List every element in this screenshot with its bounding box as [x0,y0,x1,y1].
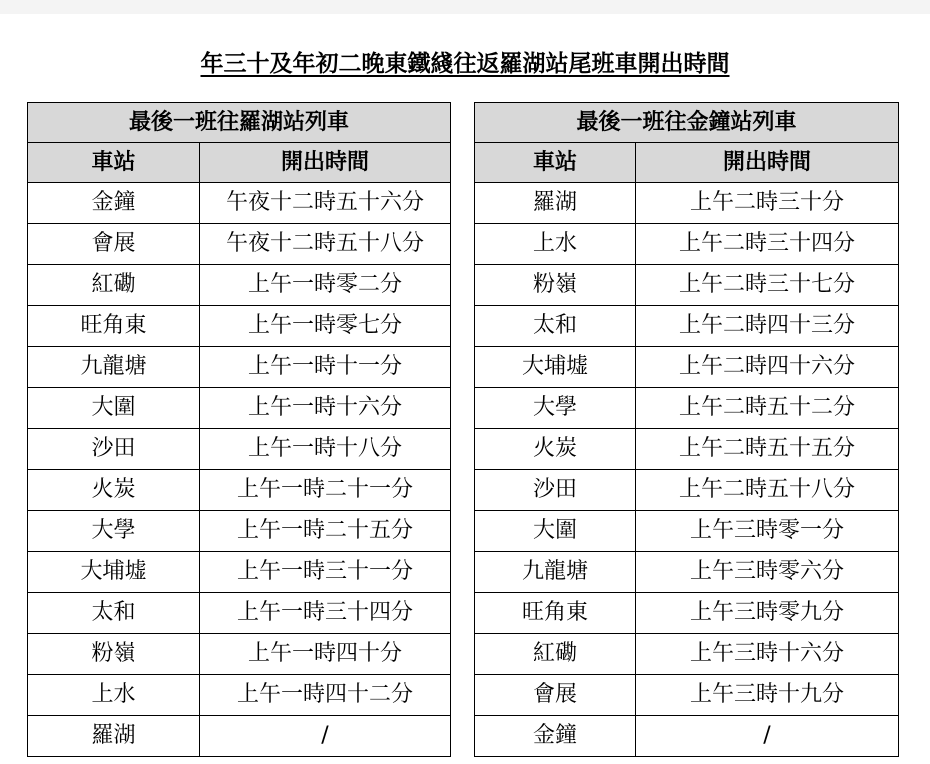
departure-time-cell: / [200,716,451,757]
departure-time-cell: 上午三時零一分 [636,511,899,552]
table-row [28,183,451,224]
departure-time-cell: 上午三時零九分 [636,593,899,634]
station-cell: 粉嶺 [28,634,200,675]
table-row [475,634,899,675]
station-cell: 大埔墟 [28,552,200,593]
table-row [475,470,899,511]
station-cell: 大圍 [28,388,200,429]
table-row [28,552,451,593]
column-header-station: 車站 [28,143,200,183]
station-cell: 紅磡 [28,265,200,306]
departure-time-cell: 上午一時四十二分 [200,675,451,716]
table-row [28,388,451,429]
departure-time-cell: 午夜十二時五十八分 [200,224,451,265]
departure-time-cell: 上午三時十九分 [636,675,899,716]
station-cell: 大學 [475,388,636,429]
departure-time-cell: 上午二時五十五分 [636,429,899,470]
station-cell: 羅湖 [475,183,636,224]
table-to-lo-wu [27,102,451,757]
table-row [475,716,899,757]
table-heading-to-lo-wu: 最後一班往羅湖站列車 [28,103,451,143]
table-row [475,347,899,388]
departure-time-cell: 上午一時二十一分 [200,470,451,511]
station-cell: 火炭 [475,429,636,470]
station-cell: 太和 [28,593,200,634]
departure-time-cell: 上午二時三十七分 [636,265,899,306]
table-row [475,511,899,552]
table-row [475,429,899,470]
table-row [28,675,451,716]
departure-time-cell: 上午一時三十四分 [200,593,451,634]
station-cell: 上水 [475,224,636,265]
station-cell: 太和 [475,306,636,347]
departure-time-cell: 上午一時十一分 [200,347,451,388]
departure-time-cell: 上午二時四十三分 [636,306,899,347]
column-header-departure-time: 開出時間 [200,143,451,183]
table-row [28,265,451,306]
station-cell: 會展 [28,224,200,265]
departure-time-cell: 上午三時零六分 [636,552,899,593]
station-cell: 金鐘 [475,716,636,757]
top-bar [0,0,930,14]
station-cell: 九龍塘 [475,552,636,593]
station-cell: 九龍塘 [28,347,200,388]
station-cell: 會展 [475,675,636,716]
table-row [28,347,451,388]
departure-time-cell: 上午二時五十二分 [636,388,899,429]
table-to-admiralty [474,102,899,757]
column-header-station: 車站 [475,143,636,183]
table-row [475,552,899,593]
station-cell: 火炭 [28,470,200,511]
departure-time-cell: 上午二時五十八分 [636,470,899,511]
table-row [28,429,451,470]
table-row [475,306,899,347]
table-row [475,388,899,429]
station-cell: 大埔墟 [475,347,636,388]
station-cell: 沙田 [475,470,636,511]
table-row [475,593,899,634]
station-cell: 金鐘 [28,183,200,224]
departure-time-cell: 上午二時四十六分 [636,347,899,388]
departure-time-cell: / [636,716,899,757]
column-header-departure-time: 開出時間 [636,143,899,183]
table-row [475,675,899,716]
departure-time-cell: 午夜十二時五十六分 [200,183,451,224]
departure-time-cell: 上午三時十六分 [636,634,899,675]
station-cell: 旺角東 [475,593,636,634]
station-cell: 紅磡 [475,634,636,675]
departure-time-cell: 上午二時三十四分 [636,224,899,265]
departure-time-cell: 上午一時十八分 [200,429,451,470]
table-row [28,306,451,347]
table-row [475,224,899,265]
table-heading-to-admiralty: 最後一班往金鐘站列車 [475,103,899,143]
departure-time-cell: 上午二時三十分 [636,183,899,224]
departure-time-cell: 上午一時三十一分 [200,552,451,593]
departure-time-cell: 上午一時二十五分 [200,511,451,552]
departure-time-cell: 上午一時零七分 [200,306,451,347]
table-row [28,511,451,552]
station-cell: 粉嶺 [475,265,636,306]
table-row [475,183,899,224]
station-cell: 沙田 [28,429,200,470]
table-row [28,716,451,757]
table-body-to-lo-wu [28,183,451,757]
departure-time-cell: 上午一時十六分 [200,388,451,429]
station-cell: 上水 [28,675,200,716]
table-row [28,224,451,265]
page-title [0,48,930,80]
departure-time-cell: 上午一時零二分 [200,265,451,306]
table-row [28,634,451,675]
table-row [28,593,451,634]
station-cell: 羅湖 [28,716,200,757]
page-title-text: 年三十及年初二晚東鐵綫往返羅湖站尾班車開出時間 [200,50,730,77]
table-row [28,470,451,511]
station-cell: 旺角東 [28,306,200,347]
table-row [475,265,899,306]
departure-time-cell: 上午一時四十分 [200,634,451,675]
table-body-to-admiralty [475,183,899,757]
station-cell: 大圍 [475,511,636,552]
station-cell: 大學 [28,511,200,552]
